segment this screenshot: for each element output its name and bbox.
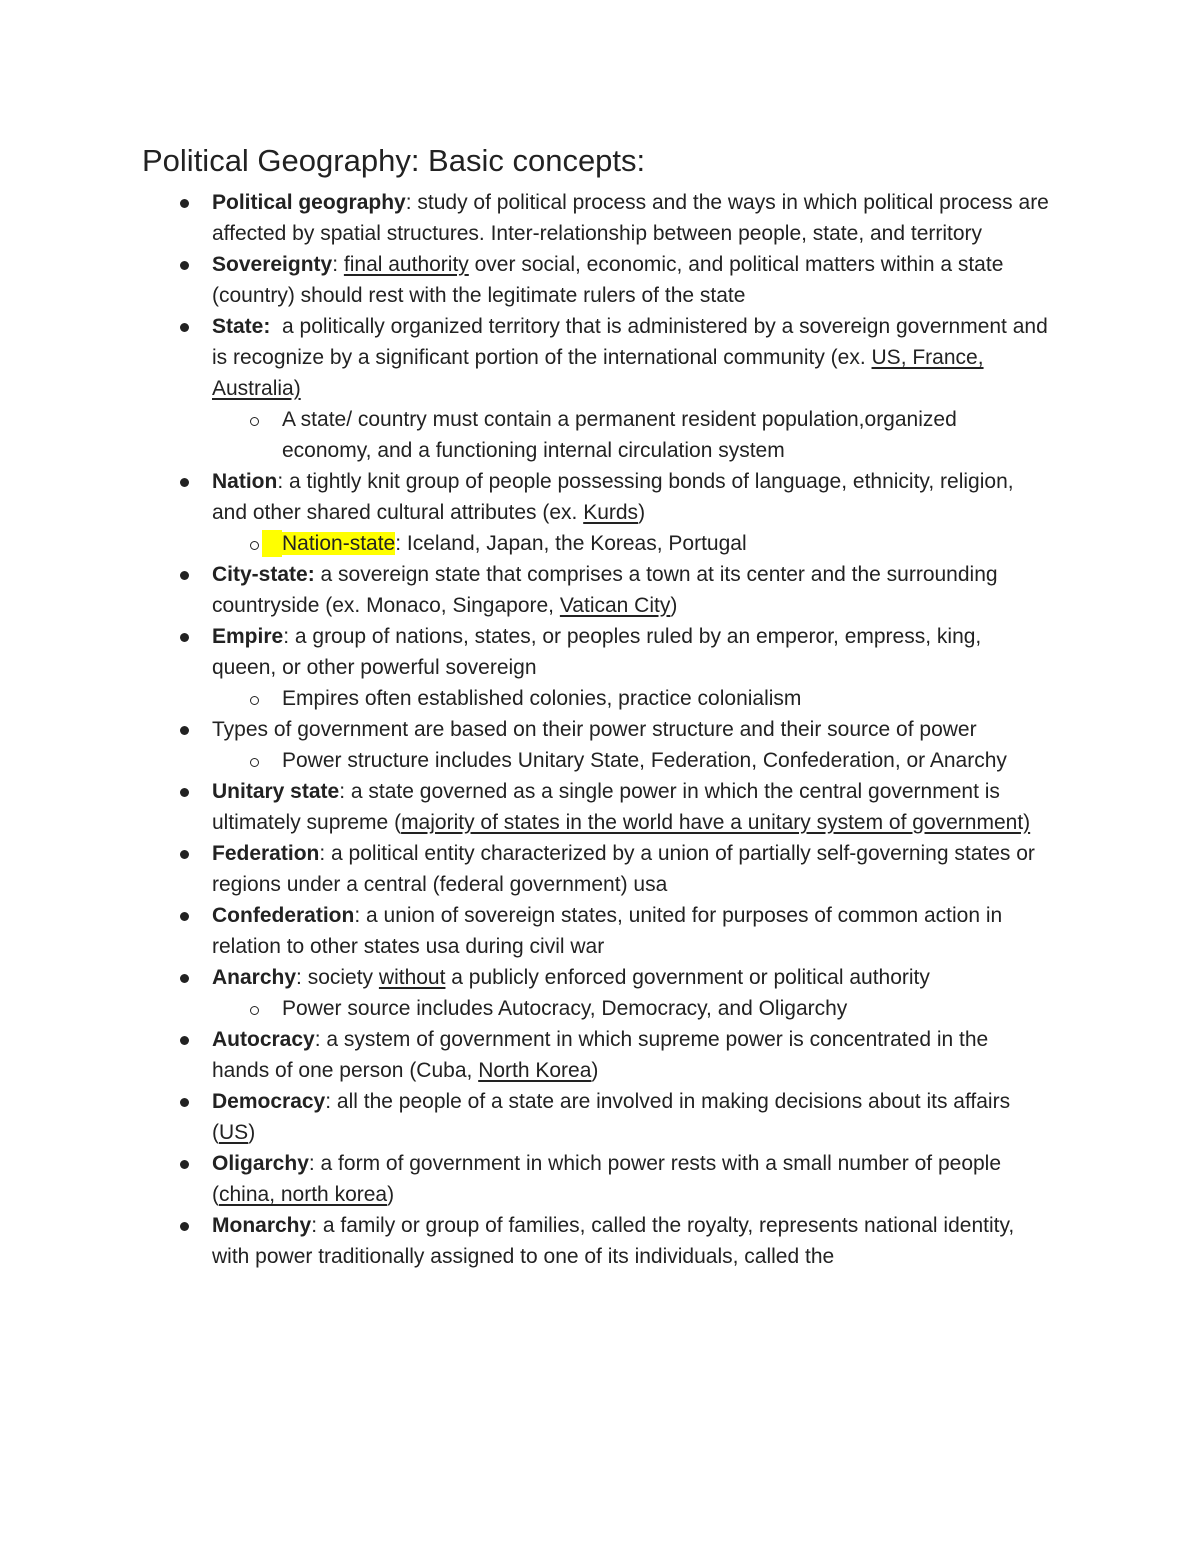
definition: : a family or group of families, called the royalty, represents national identity, with power traditionally assigned to one of its individuals, called the — [212, 1214, 1015, 1268]
bullet-icon — [180, 1160, 189, 1169]
bullet-icon — [180, 912, 189, 921]
definition: : a system of government in which supreme power is concentrated in the hands of one person (Cuba, — [212, 1028, 989, 1082]
term: Unitary state — [212, 780, 340, 803]
definition: a politically organized territory that is administered by a sovereign government and is recognize by a significant portion of the international community (ex. — [212, 315, 1054, 369]
term: State: — [212, 315, 271, 338]
list-item-monarchy — [0, 1210, 1050, 1272]
bullet-icon — [180, 261, 189, 270]
list-item-state — [0, 311, 1054, 404]
highlight-lead — [262, 530, 282, 557]
list-item-nation — [0, 466, 1050, 528]
sub-item-state — [0, 404, 1050, 466]
underlined-text: US, France, Australia) — [212, 346, 984, 400]
definition: : a group of nations, states, or peoples ruled by an emperor, empress, king, queen, or other powerful sovereign — [212, 625, 982, 679]
closing-paren: ) — [387, 1183, 395, 1206]
term: Democracy — [212, 1090, 326, 1113]
sub-item-power-source — [0, 993, 1050, 1024]
bullet-icon — [180, 571, 189, 580]
list-item-oligarchy — [0, 1148, 1050, 1210]
bullet-icon — [180, 478, 189, 487]
list-item-federation — [0, 838, 1050, 900]
closing-paren: ) — [591, 1059, 599, 1082]
list-item-sovereignty — [0, 249, 1050, 311]
list-item-confederation — [0, 900, 1050, 962]
list-item-unitary-state — [0, 776, 1050, 838]
list-item-autocracy — [0, 1024, 1050, 1086]
definition: : a union of sovereign states, united for purposes of common action in relation to other states usa during civil war — [212, 904, 1003, 958]
term: Federation — [212, 842, 320, 865]
underlined-text: North Korea — [478, 1059, 592, 1082]
definition: a sovereign state that comprises a town at its center and the surrounding countryside (ex. Monaco, Singapore, — [212, 563, 998, 617]
term: Empire — [212, 625, 284, 648]
bullet-icon — [180, 726, 189, 735]
hollow-bullet-icon — [250, 541, 259, 550]
underlined-text: final authority — [343, 253, 469, 276]
definition: : a state governed as a single power in which the central government is ultimately supreme ( — [212, 780, 1000, 834]
bullet-icon — [180, 1098, 189, 1107]
hollow-bullet-icon — [250, 417, 259, 426]
definition: : a political entity characterized by a union of partially self-governing states or regions under a central (federal government) usa — [212, 842, 1035, 896]
underlined-text: Vatican City — [559, 594, 671, 617]
list-item-government-types — [0, 714, 1050, 745]
list-item-empire — [0, 621, 1050, 683]
closing-paren: ) — [670, 594, 678, 617]
term: Confederation — [212, 904, 355, 927]
underlined-text: without — [378, 966, 446, 989]
term: Autocracy — [212, 1028, 315, 1051]
bullet-icon — [180, 850, 189, 859]
list-item-anarchy — [0, 962, 1050, 993]
bullet-icon — [180, 199, 189, 208]
underlined-text: Kurds — [583, 501, 639, 524]
definition: : all the people of a state are involved in making decisions about its affairs ( — [212, 1090, 1011, 1144]
term: Oligarchy — [212, 1152, 309, 1175]
sub-text: Power source includes Autocracy, Democracy, and Oligarchy — [282, 997, 848, 1020]
bullet-icon — [180, 974, 189, 983]
bullet-icon — [180, 633, 189, 642]
sub-text: : Iceland, Japan, the Koreas, Portugal — [395, 532, 747, 555]
sub-text: Empires often established colonies, practice colonialism — [282, 687, 802, 710]
underlined-text: majority of states in the world have a unitary system of government) — [401, 811, 1031, 834]
sub-item-empire — [0, 683, 1050, 714]
closing-paren: ) — [638, 501, 646, 524]
term: Political geography — [212, 191, 406, 214]
term: City-state: — [212, 563, 315, 586]
term: Sovereignty — [212, 253, 333, 276]
separator: : — [332, 253, 344, 276]
definition: Types of government are based on their power structure and their source of power — [212, 718, 977, 741]
closing-paren: ) — [248, 1121, 256, 1144]
highlighted-term: Nation-state — [282, 532, 396, 555]
underlined-text: US — [219, 1121, 249, 1144]
hollow-bullet-icon — [250, 696, 259, 705]
bullet-icon — [180, 788, 189, 797]
list-item-city-state — [0, 559, 1050, 621]
definition: : society — [296, 966, 379, 989]
underlined-text: china, north korea — [219, 1183, 388, 1206]
definition: : a form of government in which power rests with a small number of people ( — [212, 1152, 1002, 1206]
sub-item-nation-state — [0, 528, 1050, 559]
concept-list — [0, 187, 1200, 1272]
term: Monarchy — [212, 1214, 312, 1237]
bullet-icon — [180, 323, 189, 332]
bullet-icon — [180, 1222, 189, 1231]
term: Nation — [212, 470, 278, 493]
list-item-democracy — [0, 1086, 1050, 1148]
sub-text: Power structure includes Unitary State, Federation, Confederation, or Anarchy — [282, 749, 1007, 772]
definition-rest: a publicly enforced government or political authority — [445, 966, 930, 989]
definition: : study of political process and the ways in which political process are affected by spatial structures. Inter-relationship between people, state, and territory — [212, 191, 1049, 245]
sub-text: A state/ country must contain a permanent resident population,organized economy, and a functioning internal circulation system — [282, 408, 957, 462]
document-title: Political Geography: Basic concepts: — [142, 143, 646, 178]
definition: : a tightly knit group of people possessing bonds of language, ethnicity, religion, and other shared cultural attributes (ex. — [212, 470, 1014, 524]
hollow-bullet-icon — [250, 758, 259, 767]
bullet-icon — [180, 1036, 189, 1045]
definition: over social, economic, and political matters within a state (country) should rest with the legitimate rulers of the state — [212, 253, 1004, 307]
hollow-bullet-icon — [250, 1006, 259, 1015]
sub-item-power-structure — [0, 745, 1050, 776]
term: Anarchy — [212, 966, 297, 989]
list-item-political-geography — [0, 187, 1050, 249]
